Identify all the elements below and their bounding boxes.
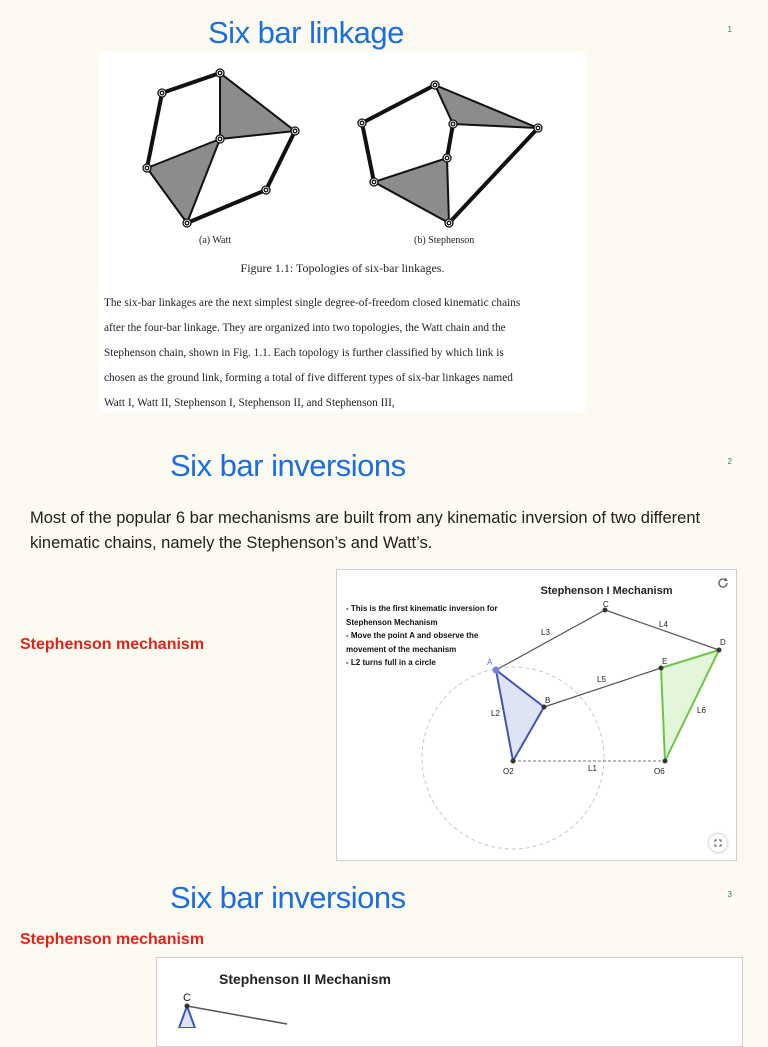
point-c — [185, 1004, 190, 1009]
body-line: Stephenson chain, shown in Fig. 1.1. Each topology is further classified by which link is — [104, 347, 504, 359]
label-l6: L6 — [697, 706, 706, 715]
stephenson-chain-diagram — [362, 85, 538, 223]
label-o2: O2 — [503, 767, 514, 776]
slide1-title: Six bar linkage — [208, 15, 404, 50]
watt-chain-diagram — [147, 73, 295, 223]
applet-title: Stephenson II Mechanism — [219, 971, 391, 987]
label-c: C — [183, 992, 191, 1004]
label-c: C — [603, 600, 609, 609]
point-a[interactable] — [493, 667, 500, 674]
stephenson-mechanism-label: Stephenson mechanism — [20, 636, 205, 653]
stephenson-mechanism-label-2: Stephenson mechanism — [20, 931, 205, 948]
link-l4 — [605, 610, 719, 650]
link-l3 — [496, 610, 605, 670]
label-o6: O6 — [654, 767, 665, 776]
body-line: after the four-bar linkage. They are organized into two topologies, the Watt chain and the — [104, 322, 506, 334]
point-e — [659, 666, 664, 671]
instruction-line: - This is the first kinematic inversion for — [346, 604, 498, 613]
point-o2 — [511, 759, 516, 764]
ternary-link-green[interactable] — [661, 650, 719, 761]
paper-body-text — [104, 291, 584, 416]
label-a: A — [487, 658, 493, 667]
slide2-title: Six bar inversions — [170, 448, 406, 483]
label-l2: L2 — [491, 709, 500, 718]
six-bar-topology-figure — [99, 52, 586, 237]
label-b: B — [545, 696, 551, 705]
slide1-number: 1 — [727, 25, 732, 34]
slide3-title: Six bar inversions — [170, 880, 406, 915]
ternary-link-blue[interactable] — [496, 670, 544, 761]
label-l5: L5 — [597, 675, 606, 684]
applet-title: Stephenson I Mechanism — [540, 585, 673, 597]
caption-stephenson: (b) Stephenson — [414, 235, 475, 246]
stephenson-i-applet[interactable] — [336, 569, 737, 861]
intro-paragraph: Most of the popular 6 bar mechanisms are built from any kinematic inversion of two different kinematic chains, namely the Stephenson’s and Watt’s. — [30, 509, 701, 552]
link-l5 — [544, 668, 661, 707]
body-line: chosen as the ground link, forming a total of five different types of six-bar linkages named — [104, 372, 513, 384]
mechanism-canvas[interactable] — [337, 570, 736, 860]
point-b — [542, 705, 547, 710]
label-e: E — [662, 657, 668, 666]
ternary-link-blue — [179, 1006, 195, 1028]
instruction-line: - L2 turns full in a circle — [346, 658, 436, 667]
label-l4: L4 — [659, 620, 668, 629]
instruction-line: movement of the mechanism — [346, 644, 457, 654]
caption-watt: (a) Watt — [199, 235, 232, 246]
figure-caption: Figure 1.1: Topologies of six-bar linkages. — [240, 261, 445, 275]
slide2-number: 2 — [727, 457, 732, 466]
point-o6 — [663, 759, 668, 764]
mechanism-canvas[interactable] — [157, 958, 742, 1028]
body-line: The six-bar linkages are the next simplest single degree-of-freedom closed kinematic chains — [104, 297, 521, 309]
label-l3: L3 — [541, 628, 550, 637]
link — [187, 1006, 287, 1024]
paper-excerpt — [99, 52, 586, 412]
body-line: Watt I, Watt II, Stephenson I, Stephenson II, and Stephenson III, — [104, 397, 395, 409]
instruction-line: - Move the point A and observe the — [346, 631, 479, 640]
label-d: D — [720, 638, 726, 647]
instruction-line: Stephenson Mechanism — [346, 617, 438, 627]
point-d — [717, 648, 722, 653]
slide3-number: 3 — [727, 890, 732, 899]
stephenson-ii-applet[interactable] — [156, 957, 743, 1047]
label-l1: L1 — [588, 764, 597, 773]
